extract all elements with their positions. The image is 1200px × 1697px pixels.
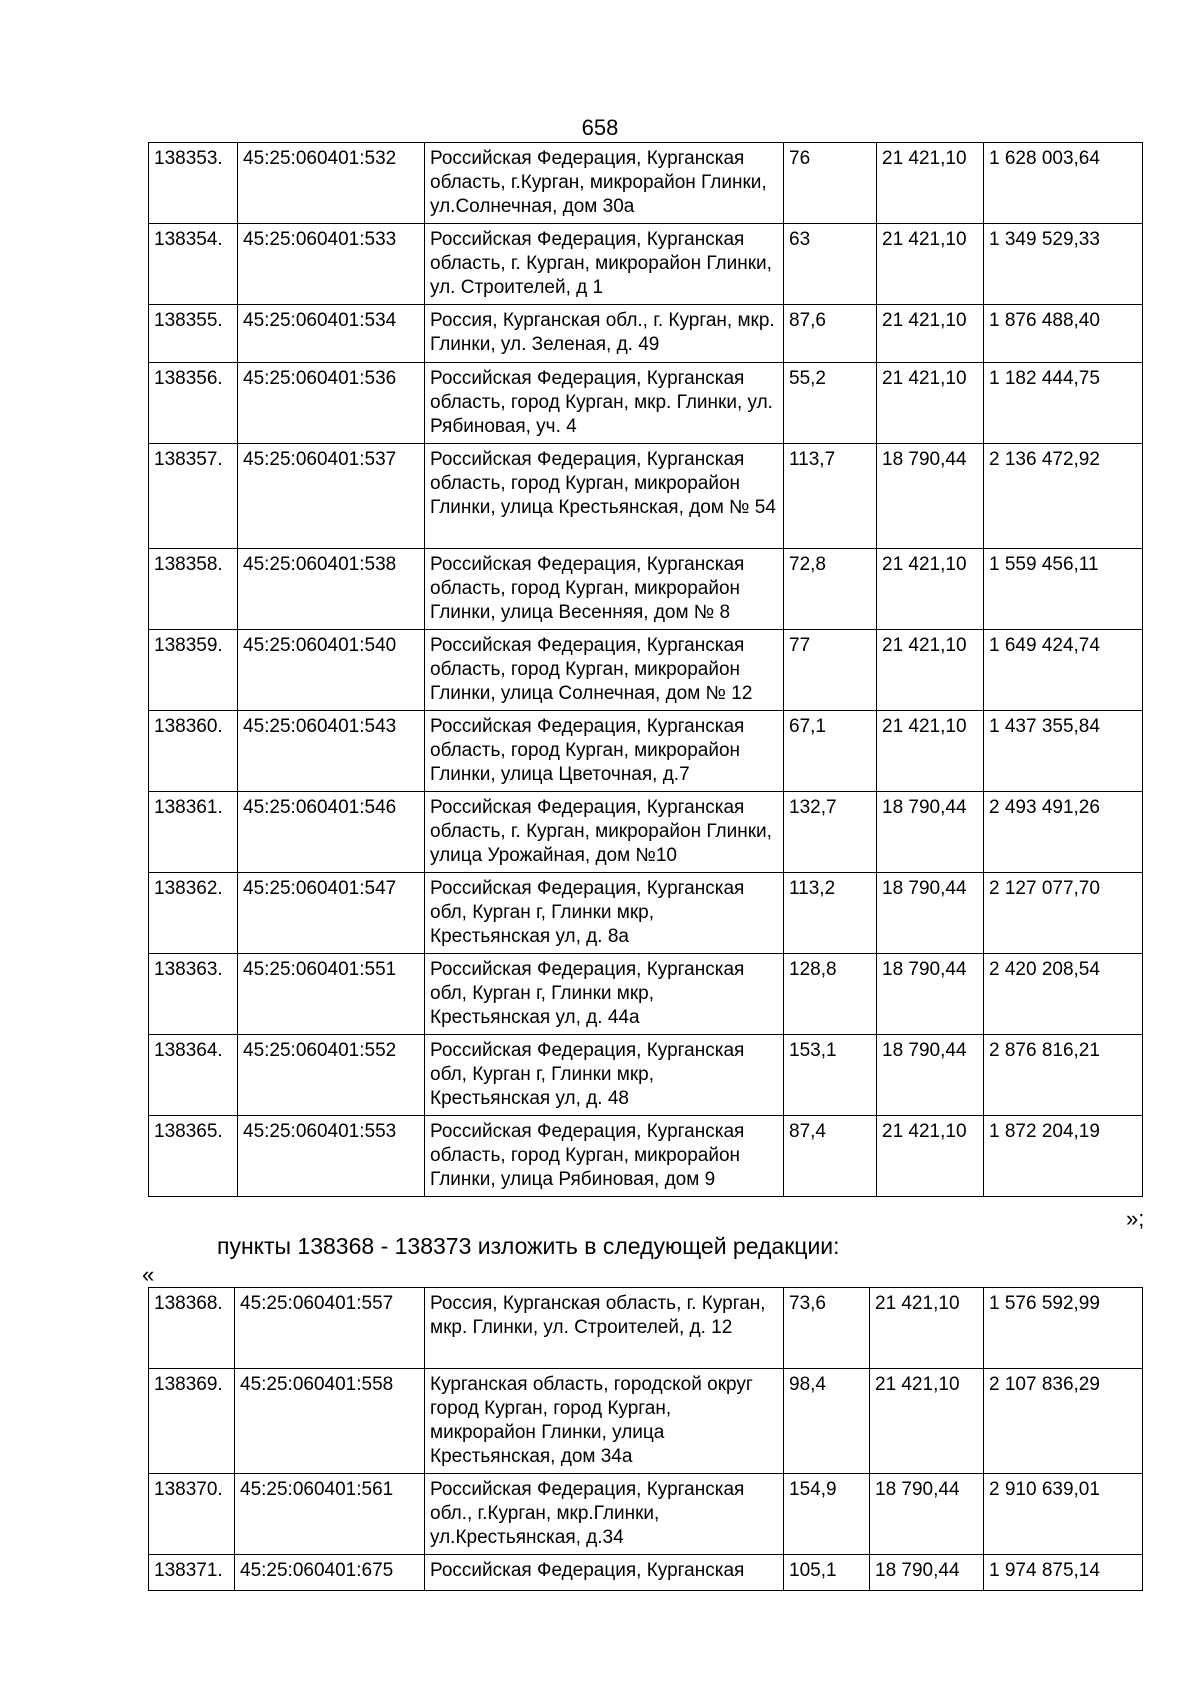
cadastral-number-cell: 45:25:060401:538 (238, 549, 425, 630)
cadastral-number-cell: 45:25:060401:552 (238, 1035, 425, 1116)
cadastral-number-cell: 45:25:060401:532 (238, 143, 425, 224)
row-number-cell: 138370. (149, 1474, 235, 1555)
area-cell: 132,7 (784, 792, 877, 873)
address-cell: Российская Федерация, Курганская область, г. Курган, микрорайон Глинки, ул. Строителей, д 1 (425, 224, 784, 305)
address-cell: Россия, Курганская обл., г. Курган, мкр. Глинки, ул. Зеленая, д. 49 (425, 305, 784, 363)
area-cell: 72,8 (784, 549, 877, 630)
total-value-cell: 2 127 077,70 (984, 873, 1143, 954)
unit-price-cell: 21 421,10 (877, 305, 984, 363)
address-cell: Российская Федерация, Курганская область, г.Курган, микрорайон Глинки, ул.Солнечная, дом 30а (425, 143, 784, 224)
row-number-cell: 138353. (149, 143, 238, 224)
total-value-cell: 2 876 816,21 (984, 1035, 1143, 1116)
table-row (149, 630, 1143, 711)
area-cell: 98,4 (784, 1369, 870, 1474)
total-value-cell: 1 349 529,33 (984, 224, 1143, 305)
row-number-cell: 138359. (149, 630, 238, 711)
cadastral-number-cell: 45:25:060401:537 (238, 444, 425, 549)
area-cell: 154,9 (784, 1474, 870, 1555)
table-row (149, 792, 1143, 873)
row-number-cell: 138357. (149, 444, 238, 549)
address-cell: Российская Федерация, Курганская область, город Курган, микрорайон Глинки, улица Весенняя, дом № 8 (425, 549, 784, 630)
registry-table-main (148, 142, 1143, 1197)
amendment-instruction: пункты 138368 - 138373 изложить в следующей редакции: (217, 1233, 840, 1259)
total-value-cell: 1 974 875,14 (984, 1555, 1143, 1591)
row-number-cell: 138365. (149, 1116, 238, 1197)
table-row (149, 549, 1143, 630)
cadastral-number-cell: 45:25:060401:553 (238, 1116, 425, 1197)
table-row (149, 954, 1143, 1035)
table-row (149, 1288, 1143, 1369)
table-row (149, 224, 1143, 305)
unit-price-cell: 18 790,44 (877, 1035, 984, 1116)
area-cell: 63 (784, 224, 877, 305)
address-cell: Российская Федерация, Курганская обл., г.Курган, мкр.Глинки, ул.Крестьянская, д.34 (425, 1474, 784, 1555)
total-value-cell: 1 576 592,99 (984, 1288, 1143, 1369)
unit-price-cell: 18 790,44 (870, 1555, 984, 1591)
address-cell: Российская Федерация, Курганская область, город Курган, микрорайон Глинки, улица Рябиновая, дом 9 (425, 1116, 784, 1197)
unit-price-cell: 21 421,10 (877, 1116, 984, 1197)
row-number-cell: 138369. (149, 1369, 235, 1474)
total-value-cell: 1 872 204,19 (984, 1116, 1143, 1197)
closing-quote: »; (1126, 1206, 1145, 1231)
total-value-cell: 1 876 488,40 (984, 305, 1143, 363)
cadastral-number-cell: 45:25:060401:533 (238, 224, 425, 305)
unit-price-cell: 18 790,44 (870, 1474, 984, 1555)
total-value-cell: 1 559 456,11 (984, 549, 1143, 630)
unit-price-cell: 18 790,44 (877, 873, 984, 954)
table-row (149, 363, 1143, 444)
cadastral-number-cell: 45:25:060401:547 (238, 873, 425, 954)
table-row (149, 1369, 1143, 1474)
unit-price-cell: 21 421,10 (877, 363, 984, 444)
unit-price-cell: 21 421,10 (877, 549, 984, 630)
area-cell: 55,2 (784, 363, 877, 444)
cadastral-number-cell: 45:25:060401:561 (235, 1474, 425, 1555)
cadastral-number-cell: 45:25:060401:543 (238, 711, 425, 792)
row-number-cell: 138368. (149, 1288, 235, 1369)
row-number-cell: 138364. (149, 1035, 238, 1116)
table-row (149, 305, 1143, 363)
table-row (149, 444, 1143, 549)
address-cell: Российская Федерация, Курганская область, г. Курган, микрорайон Глинки, улица Урожайная, дом №10 (425, 792, 784, 873)
address-cell: Российская Федерация, Курганская область, город Курган, мкр. Глинки, ул. Рябиновая, уч. 4 (425, 363, 784, 444)
unit-price-cell: 21 421,10 (877, 711, 984, 792)
registry-table-amended (148, 1287, 1143, 1591)
total-value-cell: 1 182 444,75 (984, 363, 1143, 444)
row-number-cell: 138358. (149, 549, 238, 630)
cadastral-number-cell: 45:25:060401:536 (238, 363, 425, 444)
address-cell: Курганская область, городской округ город Курган, город Курган, микрорайон Глинки, улица Крестьянская, дом 34а (425, 1369, 784, 1474)
address-cell: Российская Федерация, Курганская область, город Курган, микрорайон Глинки, улица Крестьянская, дом № 54 (425, 444, 784, 549)
cadastral-number-cell: 45:25:060401:546 (238, 792, 425, 873)
table-row (149, 1555, 1143, 1591)
unit-price-cell: 21 421,10 (870, 1288, 984, 1369)
row-number-cell: 138356. (149, 363, 238, 444)
unit-price-cell: 21 421,10 (877, 630, 984, 711)
row-number-cell: 138371. (149, 1555, 235, 1591)
address-cell: Российская Федерация, Курганская область, город Курган, микрорайон Глинки, улица Солнечная, дом № 12 (425, 630, 784, 711)
unit-price-cell: 18 790,44 (877, 444, 984, 549)
total-value-cell: 2 136 472,92 (984, 444, 1143, 549)
total-value-cell: 2 493 491,26 (984, 792, 1143, 873)
table-row (149, 143, 1143, 224)
area-cell: 73,6 (784, 1288, 870, 1369)
row-number-cell: 138355. (149, 305, 238, 363)
row-number-cell: 138360. (149, 711, 238, 792)
address-cell: Россия, Курганская область, г. Курган, мкр. Глинки, ул. Строителей, д. 12 (425, 1288, 784, 1369)
area-cell: 87,6 (784, 305, 877, 363)
address-cell: Российская Федерация, Курганская область, город Курган, микрорайон Глинки, улица Цветочная, д.7 (425, 711, 784, 792)
cadastral-number-cell: 45:25:060401:551 (238, 954, 425, 1035)
area-cell: 105,1 (784, 1555, 870, 1591)
table-row (149, 1116, 1143, 1197)
table-row (149, 711, 1143, 792)
total-value-cell: 1 649 424,74 (984, 630, 1143, 711)
cadastral-number-cell: 45:25:060401:675 (235, 1555, 425, 1591)
table-row (149, 873, 1143, 954)
table-row (149, 1474, 1143, 1555)
total-value-cell: 2 910 639,01 (984, 1474, 1143, 1555)
address-cell: Российская Федерация, Курганская обл, Курган г, Глинки мкр, Крестьянская ул, д. 44а (425, 954, 784, 1035)
area-cell: 113,7 (784, 444, 877, 549)
opening-quote: « (142, 1262, 155, 1287)
area-cell: 113,2 (784, 873, 877, 954)
row-number-cell: 138362. (149, 873, 238, 954)
row-number-cell: 138361. (149, 792, 238, 873)
area-cell: 76 (784, 143, 877, 224)
area-cell: 128,8 (784, 954, 877, 1035)
total-value-cell: 2 107 836,29 (984, 1369, 1143, 1474)
row-number-cell: 138354. (149, 224, 238, 305)
unit-price-cell: 18 790,44 (877, 954, 984, 1035)
area-cell: 153,1 (784, 1035, 877, 1116)
cadastral-number-cell: 45:25:060401:557 (235, 1288, 425, 1369)
address-cell: Российская Федерация, Курганская обл, Курган г, Глинки мкр, Крестьянская ул, д. 48 (425, 1035, 784, 1116)
cadastral-number-cell: 45:25:060401:540 (238, 630, 425, 711)
unit-price-cell: 21 421,10 (870, 1369, 984, 1474)
unit-price-cell: 21 421,10 (877, 224, 984, 305)
address-cell: Российская Федерация, Курганская (425, 1555, 784, 1591)
table-row (149, 1035, 1143, 1116)
address-cell: Российская Федерация, Курганская обл, Курган г, Глинки мкр, Крестьянская ул, д. 8а (425, 873, 784, 954)
unit-price-cell: 18 790,44 (877, 792, 984, 873)
total-value-cell: 2 420 208,54 (984, 954, 1143, 1035)
area-cell: 77 (784, 630, 877, 711)
cadastral-number-cell: 45:25:060401:534 (238, 305, 425, 363)
total-value-cell: 1 628 003,64 (984, 143, 1143, 224)
total-value-cell: 1 437 355,84 (984, 711, 1143, 792)
cadastral-number-cell: 45:25:060401:558 (235, 1369, 425, 1474)
area-cell: 87,4 (784, 1116, 877, 1197)
row-number-cell: 138363. (149, 954, 238, 1035)
area-cell: 67,1 (784, 711, 877, 792)
unit-price-cell: 21 421,10 (877, 143, 984, 224)
page-number: 658 (581, 115, 619, 140)
